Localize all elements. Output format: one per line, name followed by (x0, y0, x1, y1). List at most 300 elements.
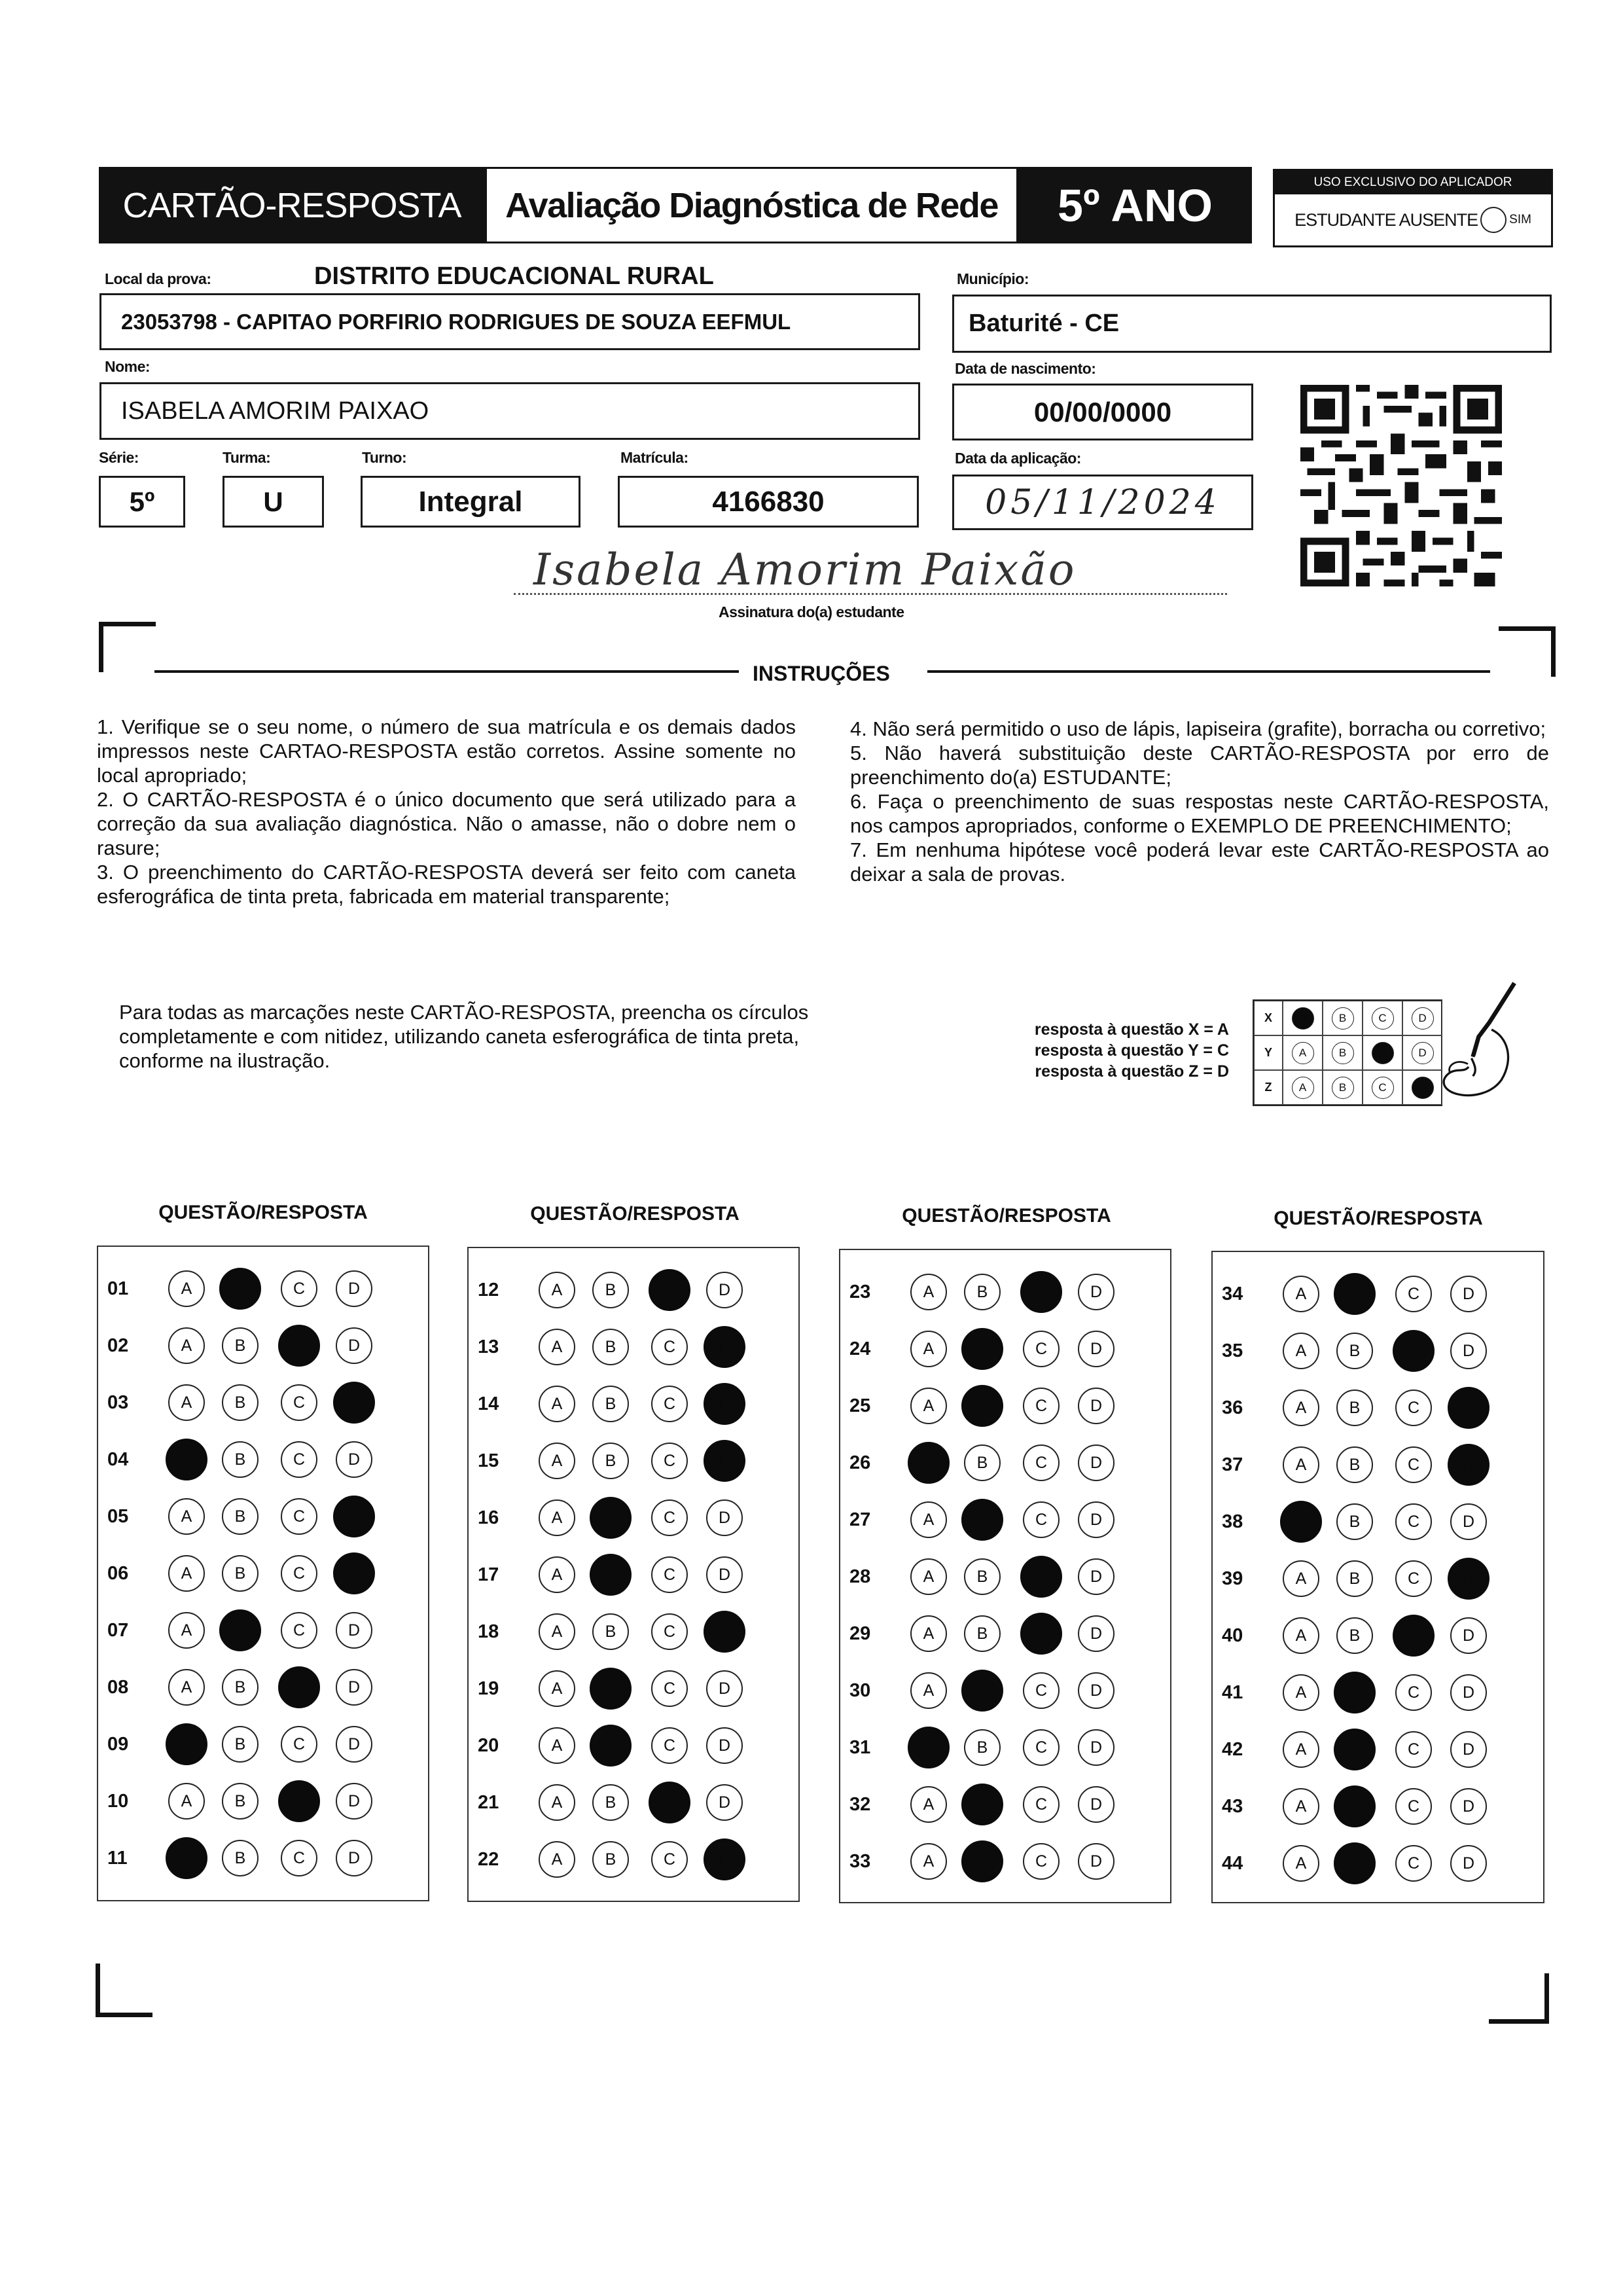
turma-label: Turma: (223, 449, 271, 466)
question-row (469, 1726, 798, 1765)
answer-bubble-c[interactable]: C (281, 1612, 317, 1649)
answer-bubble-c[interactable]: C (1020, 1613, 1062, 1655)
question-row (1213, 1559, 1543, 1598)
answer-bubble-d[interactable]: D (1450, 1674, 1487, 1711)
answer-bubble-a[interactable]: A (1283, 1731, 1319, 1768)
question-row (1213, 1616, 1543, 1655)
example-row-label: X (1254, 1001, 1283, 1035)
answer-bubble-b[interactable]: B (219, 1268, 261, 1310)
grade-label (1018, 167, 1252, 243)
nome-field (99, 382, 920, 440)
instruction-item: 1. Verifique se o seu nome, o número de sua matrícula e os demais dados impressos neste CARTAO-RESPOSTA estão corretos. Assine somente no local apropriado; (97, 715, 796, 787)
question-row (840, 1557, 1170, 1596)
answer-bubble-c[interactable]: C (1395, 1446, 1432, 1483)
answer-bubble-c[interactable]: C (651, 1443, 688, 1479)
assinatura-label: Assinatura do(a) estudante (719, 603, 904, 620)
question-number: 41 (1222, 1682, 1243, 1703)
answer-bubble-a[interactable]: A (168, 1555, 205, 1592)
answer-bubble-a[interactable]: A (539, 1727, 575, 1764)
question-number: 15 (478, 1450, 499, 1471)
example-cell (1323, 1035, 1363, 1070)
answer-bubble-d[interactable]: D (706, 1784, 743, 1821)
local-label: Local da prova: (105, 270, 211, 287)
answer-bubble-b[interactable]: B (1336, 1617, 1373, 1654)
answer-bubble-b[interactable]: B (964, 1729, 1001, 1766)
answer-bubble-a[interactable]: A (168, 1669, 205, 1706)
answer-bubble-b[interactable]: B (1336, 1503, 1373, 1540)
question-row (1213, 1844, 1543, 1883)
answer-bubble-a[interactable]: A (910, 1558, 947, 1595)
example-bubble: D (1412, 1042, 1434, 1064)
nome-value: ISABELA AMORIM PAIXAO (121, 397, 429, 425)
answer-bubble-a[interactable]: A (539, 1329, 575, 1365)
answer-bubble-c[interactable]: C (1395, 1503, 1432, 1540)
answer-bubble-d[interactable]: D (1450, 1788, 1487, 1825)
question-number: 26 (849, 1452, 871, 1473)
answer-bubble-a[interactable]: A (168, 1612, 205, 1649)
question-row (840, 1500, 1170, 1539)
answer-bubble-d[interactable]: D (1450, 1276, 1487, 1312)
answer-bubble-c[interactable]: C (281, 1270, 317, 1307)
answer-bubble-d[interactable]: D (1078, 1274, 1115, 1310)
answer-bubble-c[interactable]: C (1395, 1674, 1432, 1711)
question-number: 05 (107, 1506, 129, 1527)
answer-bubble-d[interactable]: D (704, 1611, 745, 1653)
answer-bubble-d[interactable]: D (704, 1440, 745, 1482)
question-row (98, 1497, 428, 1536)
question-number: 43 (1222, 1796, 1243, 1817)
answer-bubble-b[interactable]: B (961, 1840, 1003, 1882)
question-number: 25 (849, 1395, 871, 1416)
answer-bubble-c[interactable]: C (1395, 1731, 1432, 1768)
example-cell (1363, 1035, 1402, 1070)
answer-bubble-c[interactable]: C (1395, 1788, 1432, 1825)
answer-bubble-b[interactable]: B (592, 1784, 629, 1821)
answer-bubble-d[interactable]: D (1078, 1388, 1115, 1424)
answer-bubble-b[interactable]: B (590, 1725, 632, 1767)
answer-bubble-c[interactable]: C (1395, 1390, 1432, 1426)
answer-bubble-a[interactable]: A (910, 1388, 947, 1424)
example-cell (1363, 1001, 1402, 1035)
answer-bubble-d[interactable]: D (704, 1839, 745, 1880)
answer-column (97, 1246, 429, 1901)
answer-bubble-b[interactable]: B (219, 1609, 261, 1651)
example-bubble: C (1372, 1042, 1394, 1064)
column-header: QUESTÃO/RESPOSTA (902, 1205, 1111, 1227)
answer-bubble-c[interactable]: C (1023, 1388, 1060, 1424)
question-number: 23 (849, 1282, 871, 1302)
answer-bubble-b[interactable]: B (222, 1783, 259, 1820)
answer-bubble-a[interactable]: A (1283, 1560, 1319, 1597)
answer-bubble-d[interactable]: D (333, 1382, 375, 1424)
serie-field (99, 476, 185, 528)
answer-bubble-d[interactable]: D (1448, 1558, 1489, 1600)
answer-bubble-b[interactable]: B (1334, 1842, 1376, 1884)
answer-bubble-d[interactable]: D (1450, 1845, 1487, 1882)
question-number: 08 (107, 1677, 129, 1698)
example-cell (1363, 1070, 1402, 1105)
answer-bubble-b[interactable]: B (222, 1384, 259, 1421)
question-row (469, 1441, 798, 1480)
answer-bubble-d[interactable]: D (336, 1327, 372, 1364)
answer-bubble-b[interactable]: B (964, 1558, 1001, 1595)
answer-bubble-a[interactable]: A (1283, 1276, 1319, 1312)
answer-bubble-a[interactable]: A (166, 1439, 207, 1480)
answer-bubble-b[interactable]: B (964, 1615, 1001, 1652)
answer-bubble-a[interactable]: A (166, 1837, 207, 1879)
answer-bubble-b[interactable]: B (592, 1272, 629, 1308)
answer-bubble-c[interactable]: C (278, 1780, 320, 1822)
example-cell (1283, 1001, 1323, 1035)
question-row (98, 1554, 428, 1593)
answer-bubble-a[interactable]: A (1283, 1788, 1319, 1825)
question-row (840, 1443, 1170, 1482)
answer-bubble-a[interactable]: A (168, 1327, 205, 1364)
answer-bubble-b[interactable]: B (961, 1385, 1003, 1427)
answer-column (467, 1247, 800, 1902)
answer-bubble-b[interactable]: B (961, 1670, 1003, 1712)
question-number: 11 (107, 1848, 128, 1869)
question-row (1213, 1331, 1543, 1371)
question-row (98, 1782, 428, 1821)
answer-bubble-c[interactable]: C (1023, 1331, 1060, 1367)
applicator-box (1273, 169, 1553, 247)
answer-bubble-d[interactable]: D (333, 1496, 375, 1537)
answer-bubble-d[interactable]: D (1078, 1444, 1115, 1481)
question-row (1213, 1673, 1543, 1712)
aplicacao-value: 05/11/2024 (985, 482, 1221, 522)
answer-bubble-c[interactable]: C (1020, 1271, 1062, 1313)
answer-bubble-b[interactable]: B (1334, 1273, 1376, 1315)
answer-bubble-a[interactable]: A (1283, 1390, 1319, 1426)
question-number: 29 (849, 1623, 871, 1644)
example-line: resposta à questão X = A (1034, 1020, 1229, 1039)
answer-bubble-c[interactable]: C (649, 1782, 690, 1823)
answer-bubble-b[interactable]: B (1336, 1560, 1373, 1597)
question-row (98, 1839, 428, 1878)
question-row (840, 1728, 1170, 1767)
absent-label: ESTUDANTE AUSENTE (1294, 209, 1478, 230)
question-number: 07 (107, 1620, 129, 1641)
municipio-label: Município: (957, 270, 1029, 287)
answer-bubble-a[interactable]: A (1283, 1333, 1319, 1369)
answer-bubble-c[interactable]: C (281, 1555, 317, 1592)
aplicacao-field (952, 475, 1253, 530)
answer-bubble-c[interactable]: C (281, 1726, 317, 1763)
corner-mark-tr (1499, 626, 1556, 677)
answer-bubble-b[interactable]: B (222, 1327, 259, 1364)
answer-bubble-c[interactable]: C (1395, 1276, 1432, 1312)
answer-bubble-b[interactable]: B (222, 1555, 259, 1592)
question-number: 20 (478, 1735, 499, 1756)
question-row (1213, 1730, 1543, 1769)
answer-bubble-a[interactable]: A (910, 1615, 947, 1652)
answer-bubble-a[interactable]: A (910, 1672, 947, 1709)
answer-bubble-c[interactable]: C (649, 1269, 690, 1311)
answer-bubble-b[interactable]: B (1334, 1785, 1376, 1827)
answer-bubble-b[interactable]: B (222, 1726, 259, 1763)
answer-bubble-d[interactable]: D (706, 1556, 743, 1593)
answer-bubble-a[interactable]: A (539, 1784, 575, 1821)
answer-bubble-a[interactable]: A (539, 1272, 575, 1308)
signature: Isabela Amorim Paixão (533, 545, 1077, 595)
answer-bubble-c[interactable]: C (1023, 1729, 1060, 1766)
question-number: 09 (107, 1734, 129, 1755)
answer-bubble-a[interactable]: A (539, 1386, 575, 1422)
answer-bubble-c[interactable]: C (651, 1841, 688, 1878)
answer-bubble-d[interactable]: D (704, 1326, 745, 1368)
example-cell (1323, 1070, 1363, 1105)
answer-bubble-a[interactable]: A (168, 1384, 205, 1421)
example-bubble: D (1412, 1007, 1434, 1030)
answer-bubble-a[interactable]: A (910, 1786, 947, 1823)
absent-checkbox[interactable] (1480, 207, 1507, 233)
answer-bubble-b[interactable]: B (1334, 1729, 1376, 1770)
question-row (469, 1270, 798, 1310)
example-row-label: Z (1254, 1070, 1283, 1105)
answer-bubble-b[interactable]: B (590, 1497, 632, 1539)
nascimento-field (952, 384, 1253, 440)
answer-bubble-c[interactable]: C (281, 1498, 317, 1535)
answer-bubble-a[interactable]: A (539, 1670, 575, 1707)
answer-bubble-b[interactable]: B (961, 1328, 1003, 1370)
question-row (840, 1842, 1170, 1881)
answer-bubble-c[interactable]: C (281, 1384, 317, 1421)
answer-bubble-b[interactable]: B (592, 1443, 629, 1479)
corner-mark-br (1489, 1973, 1549, 2024)
question-number: 04 (107, 1449, 129, 1470)
answer-bubble-d[interactable]: D (704, 1383, 745, 1425)
instruction-item: 6. Faça o preenchimento de suas respostas neste CARTÃO-RESPOSTA, nos campos apropriados, conforme o EXEMPLO DE PREENCHIMENTO; (850, 790, 1549, 837)
question-number: 16 (478, 1507, 499, 1528)
answer-bubble-a[interactable]: A (1283, 1446, 1319, 1483)
question-number: 37 (1222, 1454, 1243, 1475)
answer-bubble-c[interactable]: C (1023, 1843, 1060, 1880)
turno-value: Integral (418, 485, 523, 518)
answer-bubble-c[interactable]: C (278, 1666, 320, 1708)
answer-bubble-c[interactable]: C (281, 1840, 317, 1876)
column-header: QUESTÃO/RESPOSTA (158, 1202, 368, 1223)
answer-bubble-d[interactable]: D (333, 1552, 375, 1594)
answer-column (839, 1249, 1171, 1903)
question-row (98, 1383, 428, 1422)
answer-bubble-a[interactable]: A (539, 1443, 575, 1479)
answer-bubble-c[interactable]: C (1395, 1560, 1432, 1597)
question-row (469, 1327, 798, 1367)
example-bubble: B (1332, 1077, 1354, 1099)
instruction-item: 4. Não será permitido o uso de lápis, lapiseira (grafite), borracha ou corretivo; (850, 717, 1546, 740)
answer-bubble-c[interactable]: C (651, 1670, 688, 1707)
answer-bubble-c[interactable]: C (651, 1613, 688, 1650)
example-line: resposta à questão Z = D (1035, 1062, 1229, 1081)
question-number: 03 (107, 1392, 129, 1413)
answer-bubble-c[interactable]: C (651, 1386, 688, 1422)
answer-bubble-c[interactable]: C (1393, 1330, 1435, 1372)
question-number: 36 (1222, 1397, 1243, 1418)
question-row (840, 1272, 1170, 1312)
answer-bubble-c[interactable]: C (651, 1727, 688, 1764)
answer-bubble-d[interactable]: D (706, 1727, 743, 1764)
instruction-item: 2. O CARTÃO-RESPOSTA é o único documento que será utilizado para a correção da sua avaliação diagnóstica. Não o amasse, não o dobre nem o rasure; (97, 788, 796, 859)
question-row (840, 1614, 1170, 1653)
question-row (840, 1329, 1170, 1369)
answer-bubble-a[interactable]: A (539, 1556, 575, 1593)
answer-bubble-d[interactable]: D (706, 1670, 743, 1707)
instruction-item: 5. Não haverá substituição deste CARTÃO-RESPOSTA por erro de preenchimento do(a) ESTUDANTE; (850, 742, 1549, 789)
answer-bubble-b[interactable]: B (222, 1840, 259, 1876)
question-number: 10 (107, 1791, 129, 1812)
answer-bubble-a[interactable]: A (539, 1613, 575, 1650)
answer-bubble-d[interactable]: D (1450, 1617, 1487, 1654)
answer-bubble-c[interactable]: C (281, 1441, 317, 1478)
answer-bubble-b[interactable]: B (222, 1441, 259, 1478)
sim-label: SIM (1509, 213, 1531, 226)
question-number: 12 (478, 1280, 499, 1300)
answer-bubble-b[interactable]: B (590, 1554, 632, 1596)
answer-bubble-a[interactable]: A (539, 1499, 575, 1536)
answer-bubble-d[interactable]: D (1448, 1387, 1489, 1429)
answer-bubble-b[interactable]: B (1336, 1446, 1373, 1483)
school-field (99, 293, 920, 350)
answer-bubble-a[interactable]: A (908, 1727, 950, 1768)
answer-bubble-c[interactable]: C (1023, 1672, 1060, 1709)
answer-bubble-a[interactable]: A (1283, 1674, 1319, 1711)
question-number: 28 (849, 1566, 871, 1587)
answer-bubble-d[interactable]: D (706, 1499, 743, 1536)
question-number: 27 (849, 1509, 871, 1530)
answer-bubble-b[interactable]: B (592, 1613, 629, 1650)
answer-bubble-b[interactable]: B (961, 1784, 1003, 1825)
question-row (1213, 1445, 1543, 1484)
answer-bubble-d[interactable]: D (1078, 1729, 1115, 1766)
answer-bubble-d[interactable]: D (1078, 1843, 1115, 1880)
answer-bubble-d[interactable]: D (1078, 1615, 1115, 1652)
answer-bubble-c[interactable]: C (1395, 1845, 1432, 1882)
municipio-value: Baturité - CE (969, 310, 1120, 337)
answer-bubble-c[interactable]: C (1023, 1444, 1060, 1481)
applicator-title: USO EXCLUSIVO DO APLICADOR (1275, 171, 1551, 194)
answer-bubble-a[interactable]: A (910, 1501, 947, 1538)
answer-bubble-d[interactable]: D (1450, 1731, 1487, 1768)
answer-bubble-b[interactable]: B (1336, 1333, 1373, 1369)
example-bubble: D (1412, 1077, 1434, 1099)
answer-bubble-c[interactable]: C (651, 1329, 688, 1365)
answer-bubble-d[interactable]: D (1078, 1672, 1115, 1709)
answer-bubble-d[interactable]: D (1078, 1786, 1115, 1823)
question-number: 33 (849, 1851, 871, 1872)
question-number: 32 (849, 1794, 871, 1815)
answer-bubble-b[interactable]: B (961, 1499, 1003, 1541)
question-number: 01 (107, 1278, 129, 1299)
answer-bubble-c[interactable]: C (278, 1325, 320, 1367)
question-row (1213, 1787, 1543, 1826)
question-row (1213, 1502, 1543, 1541)
answer-bubble-d[interactable]: D (336, 1783, 372, 1820)
answer-bubble-b[interactable]: B (222, 1669, 259, 1706)
answer-bubble-d[interactable]: D (706, 1272, 743, 1308)
answer-bubble-a[interactable]: A (908, 1442, 950, 1484)
question-number: 44 (1222, 1853, 1243, 1874)
grade-label-text: 5º ANO (1058, 179, 1213, 231)
answer-bubble-c[interactable]: C (651, 1556, 688, 1593)
answer-bubble-b[interactable]: B (964, 1274, 1001, 1310)
answer-bubble-d[interactable]: D (1448, 1444, 1489, 1486)
example-bubble: A (1292, 1042, 1314, 1064)
answer-bubble-d[interactable]: D (336, 1726, 372, 1763)
answer-bubble-d[interactable]: D (336, 1270, 372, 1307)
answer-bubble-a[interactable]: A (539, 1841, 575, 1878)
answer-bubble-a[interactable]: A (168, 1783, 205, 1820)
answer-bubble-c[interactable]: C (1023, 1501, 1060, 1538)
serie-label: Série: (99, 449, 139, 466)
turma-field (223, 476, 324, 528)
answer-bubble-a[interactable]: A (910, 1843, 947, 1880)
answer-bubble-a[interactable]: A (1280, 1501, 1322, 1543)
answer-bubble-d[interactable]: D (1078, 1331, 1115, 1367)
answer-bubble-b[interactable]: B (1336, 1390, 1373, 1426)
answer-bubble-a[interactable]: A (168, 1270, 205, 1307)
answer-bubble-b[interactable]: B (222, 1498, 259, 1535)
answer-bubble-d[interactable]: D (336, 1441, 372, 1478)
matricula-field (618, 476, 919, 528)
answer-bubble-d[interactable]: D (336, 1669, 372, 1706)
answer-column (1211, 1251, 1544, 1903)
example-cell (1283, 1035, 1323, 1070)
answer-bubble-b[interactable]: B (1334, 1672, 1376, 1713)
instruction-item: 3. O preenchimento do CARTÃO-RESPOSTA deverá ser feito com caneta esferográfica de tinta preta, fabricada em material transparente; (97, 861, 796, 908)
answer-bubble-b[interactable]: B (592, 1386, 629, 1422)
answer-bubble-d[interactable]: D (1450, 1333, 1487, 1369)
qr-code (1300, 384, 1502, 587)
example-bubble: A (1292, 1077, 1314, 1099)
turma-value: U (263, 486, 283, 517)
answer-bubble-b[interactable]: B (592, 1841, 629, 1878)
matricula-label: Matrícula: (620, 449, 688, 466)
answer-bubble-a[interactable]: A (168, 1498, 205, 1535)
question-row (840, 1386, 1170, 1426)
instructions-rule-left (154, 670, 739, 673)
answer-bubble-d[interactable]: D (336, 1840, 372, 1876)
answer-bubble-a[interactable]: A (910, 1274, 947, 1310)
answer-bubble-c[interactable]: C (1020, 1556, 1062, 1598)
example-row-label: Y (1254, 1035, 1283, 1070)
answer-bubble-d[interactable]: D (336, 1612, 372, 1649)
instructions-title: INSTRUÇÕES (753, 662, 890, 685)
question-number: 14 (478, 1393, 499, 1414)
answer-bubble-d[interactable]: D (1450, 1503, 1487, 1540)
example-bubble: C (1372, 1007, 1394, 1030)
answer-bubble-d[interactable]: D (1078, 1501, 1115, 1538)
question-row (840, 1785, 1170, 1824)
answer-bubble-c[interactable]: C (651, 1499, 688, 1536)
answer-bubble-d[interactable]: D (1078, 1558, 1115, 1595)
answer-bubble-b[interactable]: B (964, 1444, 1001, 1481)
question-row (1213, 1274, 1543, 1314)
answer-bubble-a[interactable]: A (910, 1331, 947, 1367)
question-row (469, 1783, 798, 1822)
question-row (469, 1555, 798, 1594)
answer-bubble-c[interactable]: C (1393, 1615, 1435, 1657)
answer-bubble-b[interactable]: B (592, 1329, 629, 1365)
answer-bubble-c[interactable]: C (1023, 1786, 1060, 1823)
question-number: 17 (478, 1564, 499, 1585)
answer-bubble-a[interactable]: A (166, 1723, 207, 1765)
fill-note: Para todas as marcações neste CARTÃO-RESPOSTA, preencha os círculos completamente e com nitidez, utilizando caneta esferográfica de tinta preta, conforme na ilustração. (119, 1001, 809, 1072)
answer-bubble-a[interactable]: A (1283, 1845, 1319, 1882)
question-number: 13 (478, 1336, 499, 1357)
answer-bubble-a[interactable]: A (1283, 1617, 1319, 1654)
answer-bubble-b[interactable]: B (590, 1668, 632, 1710)
